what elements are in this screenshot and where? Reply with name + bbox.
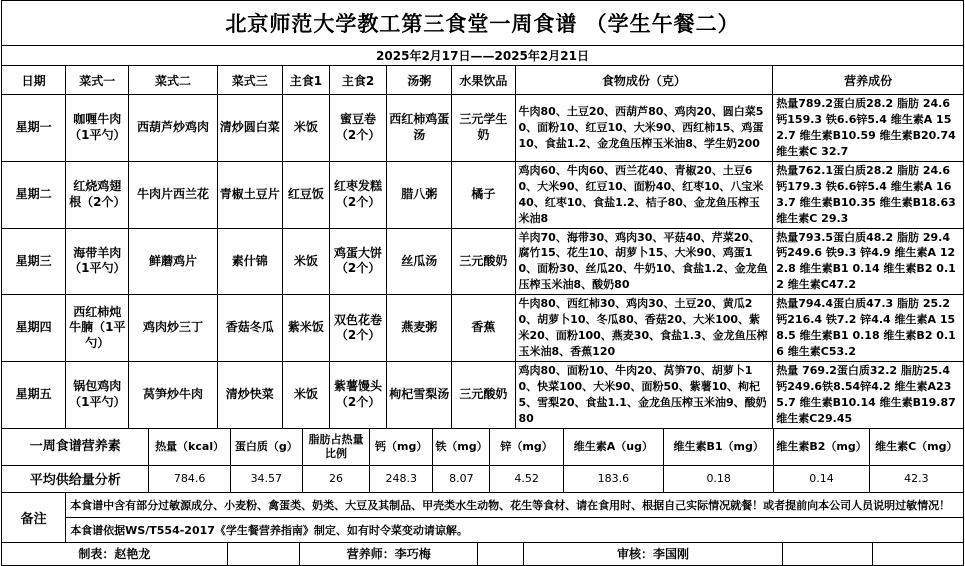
maker-signature: 制表：赵艳龙 (2, 542, 228, 565)
day-cell: 星期五 (2, 362, 66, 429)
staple1-cell: 紫米饭 (282, 295, 329, 362)
reviewer-signature: 审核：李国刚 (523, 542, 783, 565)
summary-value-zinc: 4.52 (490, 465, 563, 492)
staple2-cell: 紫薯馒头（2个） (329, 362, 386, 429)
ingredients-cell: 鸡肉60、牛肉60、西兰花40、青椒20、土豆60、大米90、红豆10、面粉40、红枣10、八宝米40、红枣10、食盐1.2、桔子80、金龙鱼压榨玉米油8 (515, 161, 773, 228)
remarks-label: 备注 (2, 492, 66, 542)
summary-header-iron: 铁（mg） (433, 428, 490, 465)
dish1-cell: 西红柿炖牛腩（1平勺） (66, 295, 129, 362)
nutrient-summary-table (1, 428, 964, 493)
nutrition-cell: 热量 769.2蛋白质32.2 脂肪25.4钙249.6铁8.54锌4.2 维生素A235.7 维生素B10.14 维生素B19.87 维生素C29.45 (773, 362, 964, 429)
fruit-cell: 橘子 (452, 161, 515, 228)
signature-row (2, 542, 964, 565)
dish1-cell: 锅包鸡肉（1平勺） (66, 362, 129, 429)
spacer-cell (872, 542, 963, 565)
staple2-cell: 鸡蛋大饼（2个） (329, 228, 386, 295)
soup-cell: 枸杞雪梨汤 (387, 362, 452, 429)
menu-row-monday (2, 95, 964, 162)
dish2-cell: 莴笋炒牛肉 (129, 362, 217, 429)
summary-row-label: 一周食谱营养素 (2, 428, 149, 465)
summary-header-row (2, 428, 964, 465)
remark-line-standard: 本食谱依据WS/T554-2017《学生餐营养指南》制定、如有时令菜变动请谅解。 (66, 517, 964, 542)
summary-header-zinc: 锌（mg） (490, 428, 563, 465)
ingredients-cell: 羊肉70、海带30、鸡肉30、平菇40、芹菜20、腐竹15、花生10、胡萝卜15、大米90、鸡蛋10、面粉30、丝瓜20、牛奶10、食盐1.2、金龙鱼压榨玉米油8、酸奶80 (515, 228, 773, 295)
col-header-dish1: 菜式一 (66, 66, 129, 95)
summary-value-energy: 784.6 (149, 465, 230, 492)
fruit-cell: 三元学生奶 (452, 95, 515, 162)
staple1-cell: 米饭 (282, 228, 329, 295)
remark-line-allergens: 本食谱中含有部分过敏源成分、小麦粉、禽蛋类、奶类、大豆及其制品、甲壳类水生动物、花生等食材、请在食用时、根据自己实际情况就餐！或者提前向本公司人员说明过敏情况！ (66, 492, 964, 517)
staple1-cell: 米饭 (282, 95, 329, 162)
day-cell: 星期三 (2, 228, 66, 295)
spacer-cell (783, 542, 872, 565)
soup-cell: 丝瓜汤 (387, 228, 452, 295)
summary-values-row (2, 465, 964, 492)
summary-header-energy: 热量（kcal） (149, 428, 230, 465)
nutrition-cell: 热量793.5蛋白质48.2 脂肪 29.4 钙249.6 铁9.3 锌4.9 维生素A 122.8 维生素B1 0.14 维生素B2 0.12 维生素C47.2 (773, 228, 964, 295)
fruit-cell: 三元酸奶 (452, 362, 515, 429)
summary-value-vitamin-b1: 0.18 (664, 465, 774, 492)
page-title: 北京师范大学教工第三食堂一周食谱 （学生午餐二） (2, 1, 964, 46)
dish2-cell: 牛肉片西兰花 (129, 161, 217, 228)
col-header-staple2: 主食2 (329, 66, 386, 95)
summary-header-vitamin-b1: 维生素B1（mg） (664, 428, 774, 465)
menu-row-tuesday (2, 161, 964, 228)
date-row (2, 46, 964, 66)
remark-row (2, 517, 964, 542)
dish1-cell: 海带羊肉（1平勺） (66, 228, 129, 295)
staple2-cell: 双色花卷（2个） (329, 295, 386, 362)
col-header-soup: 汤粥 (387, 66, 452, 95)
soup-cell: 西红柿鸡蛋汤 (387, 95, 452, 162)
spacer-cell (227, 542, 299, 565)
summary-value-vitamin-c: 42.3 (869, 465, 963, 492)
weekly-menu-sheet (1, 0, 964, 566)
summary-header-vitamin-b2: 维生素B2（mg） (774, 428, 869, 465)
dish2-cell: 西葫芦炒鸡肉 (129, 95, 217, 162)
day-cell: 星期四 (2, 295, 66, 362)
remark-row (2, 492, 964, 517)
summary-value-fat-ratio: 26 (302, 465, 369, 492)
summary-value-vitamin-a: 183.6 (563, 465, 663, 492)
staple1-cell: 红豆饭 (282, 161, 329, 228)
column-header-row (2, 66, 964, 95)
nutritionist-signature: 营养师：李巧梅 (299, 542, 478, 565)
dish2-cell: 鲜蘑鸡片 (129, 228, 217, 295)
menu-row-wednesday (2, 228, 964, 295)
nutrition-cell: 热量794.4蛋白质47.3 脂肪 25.2 钙216.4 铁7.2 锌4.4 维生素A 158.5 维生素B1 0.18 维生素B2 0.16 维生素C53.2 (773, 295, 964, 362)
summary-value-vitamin-b2: 0.14 (774, 465, 869, 492)
summary-header-calcium: 钙（mg） (370, 428, 433, 465)
menu-row-friday (2, 362, 964, 429)
col-header-ingredients: 食物成份（克） (515, 66, 773, 95)
summary-values-label: 平均供给量分析 (2, 465, 149, 492)
dish3-cell: 清炒圆白菜 (217, 95, 282, 162)
dish1-cell: 红烧鸡翅根（2个） (66, 161, 129, 228)
dish3-cell: 清炒快菜 (217, 362, 282, 429)
menu-row-thursday (2, 295, 964, 362)
menu-table (1, 0, 964, 429)
col-header-nutrition: 营养成份 (773, 66, 964, 95)
dish1-cell: 咖喱牛肉（1平勺） (66, 95, 129, 162)
nutrition-cell: 热量762.1蛋白质28.2 脂肪 24.6钙179.3 铁6.6锌5.4 维生素A 163.7 维生素B10.35 维生素B18.63 维生素C 29.3 (773, 161, 964, 228)
day-cell: 星期二 (2, 161, 66, 228)
dish3-cell: 青椒土豆片 (217, 161, 282, 228)
dish2-cell: 鸡肉炒三丁 (129, 295, 217, 362)
fruit-cell: 三元酸奶 (452, 228, 515, 295)
title-row (2, 1, 964, 46)
col-header-staple1: 主食1 (282, 66, 329, 95)
summary-header-vitamin-c: 维生素C（mg） (869, 428, 963, 465)
summary-value-protein: 34.57 (230, 465, 302, 492)
day-cell: 星期一 (2, 95, 66, 162)
ingredients-cell: 鸡肉80、面粉10、牛肉20、莴笋70、胡萝卜10、快菜100、大米90、面粉50、紫薯10、枸杞5、雪梨20、食盐1.1、金龙鱼压榨玉米油9、酸奶80 (515, 362, 773, 429)
staple2-cell: 蜜豆卷（2个） (329, 95, 386, 162)
col-header-dish3: 菜式三 (217, 66, 282, 95)
date-range: 2025年2月17日——2025年2月21日 (2, 46, 964, 66)
spacer-cell (478, 542, 523, 565)
remarks-table (1, 492, 964, 543)
col-header-dish2: 菜式二 (129, 66, 217, 95)
soup-cell: 燕麦粥 (387, 295, 452, 362)
fruit-cell: 香蕉 (452, 295, 515, 362)
summary-header-fat-ratio: 脂肪占热量比例 (302, 428, 369, 465)
summary-value-calcium: 248.3 (370, 465, 433, 492)
staple1-cell: 米饭 (282, 362, 329, 429)
dish3-cell: 香菇冬瓜 (217, 295, 282, 362)
staple2-cell: 红枣发糕（2个） (329, 161, 386, 228)
dish3-cell: 素什锦 (217, 228, 282, 295)
soup-cell: 腊八粥 (387, 161, 452, 228)
summary-header-protein: 蛋白质（g） (230, 428, 302, 465)
col-header-fruit: 水果饮品 (452, 66, 515, 95)
nutrition-cell: 热量789.2蛋白质28.2 脂肪 24.6钙159.3 铁6.6锌5.4 维生素A 152.7 维生素B10.59 维生素B20.74 维生素C 32.7 (773, 95, 964, 162)
ingredients-cell: 牛肉80、西红柿30、鸡肉30、土豆20、黄瓜20、胡萝卜10、冬瓜80、香菇20、大米100、紫米20、面粉100、燕麦30、食盐1.3、金龙鱼压榨玉米油8、香蕉120 (515, 295, 773, 362)
signature-footer (1, 542, 964, 566)
col-header-date: 日期 (2, 66, 66, 95)
summary-header-vitamin-a: 维生素A（ug） (563, 428, 663, 465)
ingredients-cell: 牛肉80、土豆20、西葫芦80、鸡肉20、圆白菜50、面粉10、红豆10、大米90、西红柿15、鸡蛋10、食盐1.2、金龙鱼压榨玉米油8、学生奶200 (515, 95, 773, 162)
summary-value-iron: 8.07 (433, 465, 490, 492)
